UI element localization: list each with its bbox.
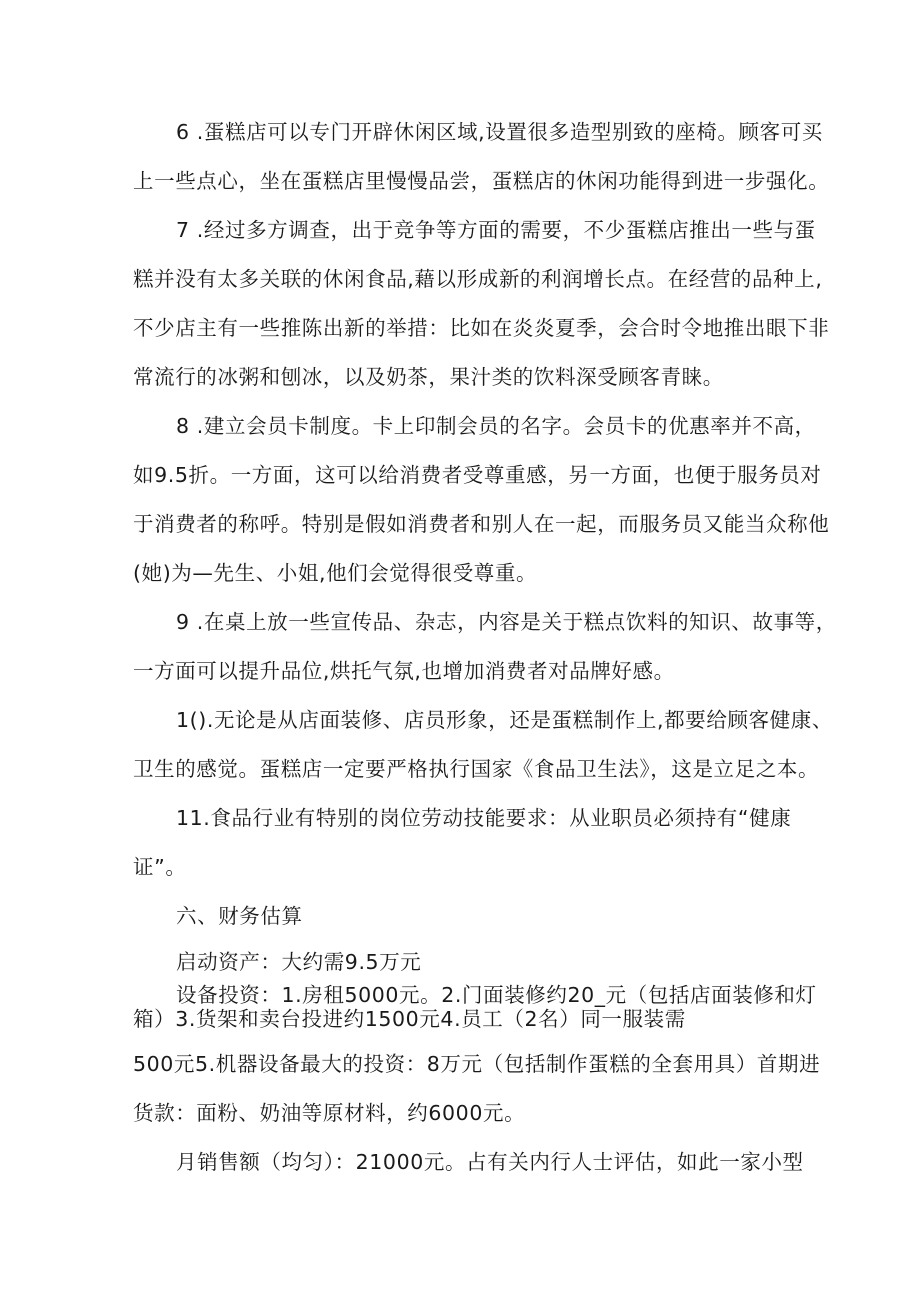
text-line: 证”。 xyxy=(133,855,187,879)
text-line: 11.食品行业有特别的岗位劳动技能要求：从业职员必须持有“健康 xyxy=(176,806,792,830)
text-line: 设备投资：1.房租5000元。2.门面装修约20_元（包括店面装修和灯 xyxy=(176,983,817,1007)
text-line: (她)为—先生、小姐,他们会觉得很受尊重。 xyxy=(133,561,538,585)
text-line: 于消费者的称呼。特别是假如消费者和别人在一起，而服务员又能当众称他 xyxy=(133,512,830,536)
text-line: 月销售额（均匀）：21000元。占有关内行人士评估，如此一家小型 xyxy=(176,1150,804,1174)
text-line: 启动资产：大约需9.5万元 xyxy=(176,950,422,974)
text-line: 1().无论是从店面装修、店员形象，还是蛋糕制作上,都要给顾客健康、 xyxy=(176,708,833,732)
text-line: 500元5.机器设备最大的投资：8万元（包括制作蛋糕的全套用具）首期进 xyxy=(133,1052,821,1076)
text-line: 箱）3.货架和卖台投进约1500元4.员工（2名）同一服装需 xyxy=(133,1007,686,1031)
text-line: 糕并没有太多关联的休闲食品,藉以形成新的利润增长点。在经营的品种上, xyxy=(133,267,823,291)
text-line: 9 .在桌上放一些宣传品、杂志，内容是关于糕点饮料的知识、故事等， xyxy=(176,610,837,634)
text-line: 如9.5折。一方面，这可以给消费者受尊重感，另一方面，也便于服务员对 xyxy=(133,463,822,487)
text-line: 卫生的感觉。蛋糕店一定要严格执行国家《食品卫生法》，这是立足之本。 xyxy=(133,757,820,781)
text-line: 一方面可以提升品位,烘托气氛,也增加消费者对品牌好感。 xyxy=(133,659,675,683)
text-line: 上一些点心，坐在蛋糕店里慢慢品尝，蛋糕店的休闲功能得到进一步强化。 xyxy=(133,169,830,193)
text-line: 8 .建立会员卡制度。卡上印制会员的名字。会员卡的优惠率并不高， xyxy=(176,414,816,438)
text-line: 不少店主有一些推陈出新的举措：比如在炎炎夏季，会合时令地推出眼下非 xyxy=(133,316,830,340)
section-heading: 六、财务估算 xyxy=(176,904,303,928)
text-line: 6 .蛋糕店可以专门开辟休闲区域,设置很多造型别致的座椅。顾客可买 xyxy=(176,120,823,144)
text-line: 货款：面粉、奶油等原材料，约6000元。 xyxy=(133,1101,526,1125)
text-line: 常流行的冰粥和刨冰，以及奶茶，果汁类的饮料深受顾客青睐。 xyxy=(133,365,724,389)
text-line: 7 .经过多方调查，出于竞争等方面的需要，不少蛋糕店推出一些与蛋 xyxy=(176,218,816,242)
